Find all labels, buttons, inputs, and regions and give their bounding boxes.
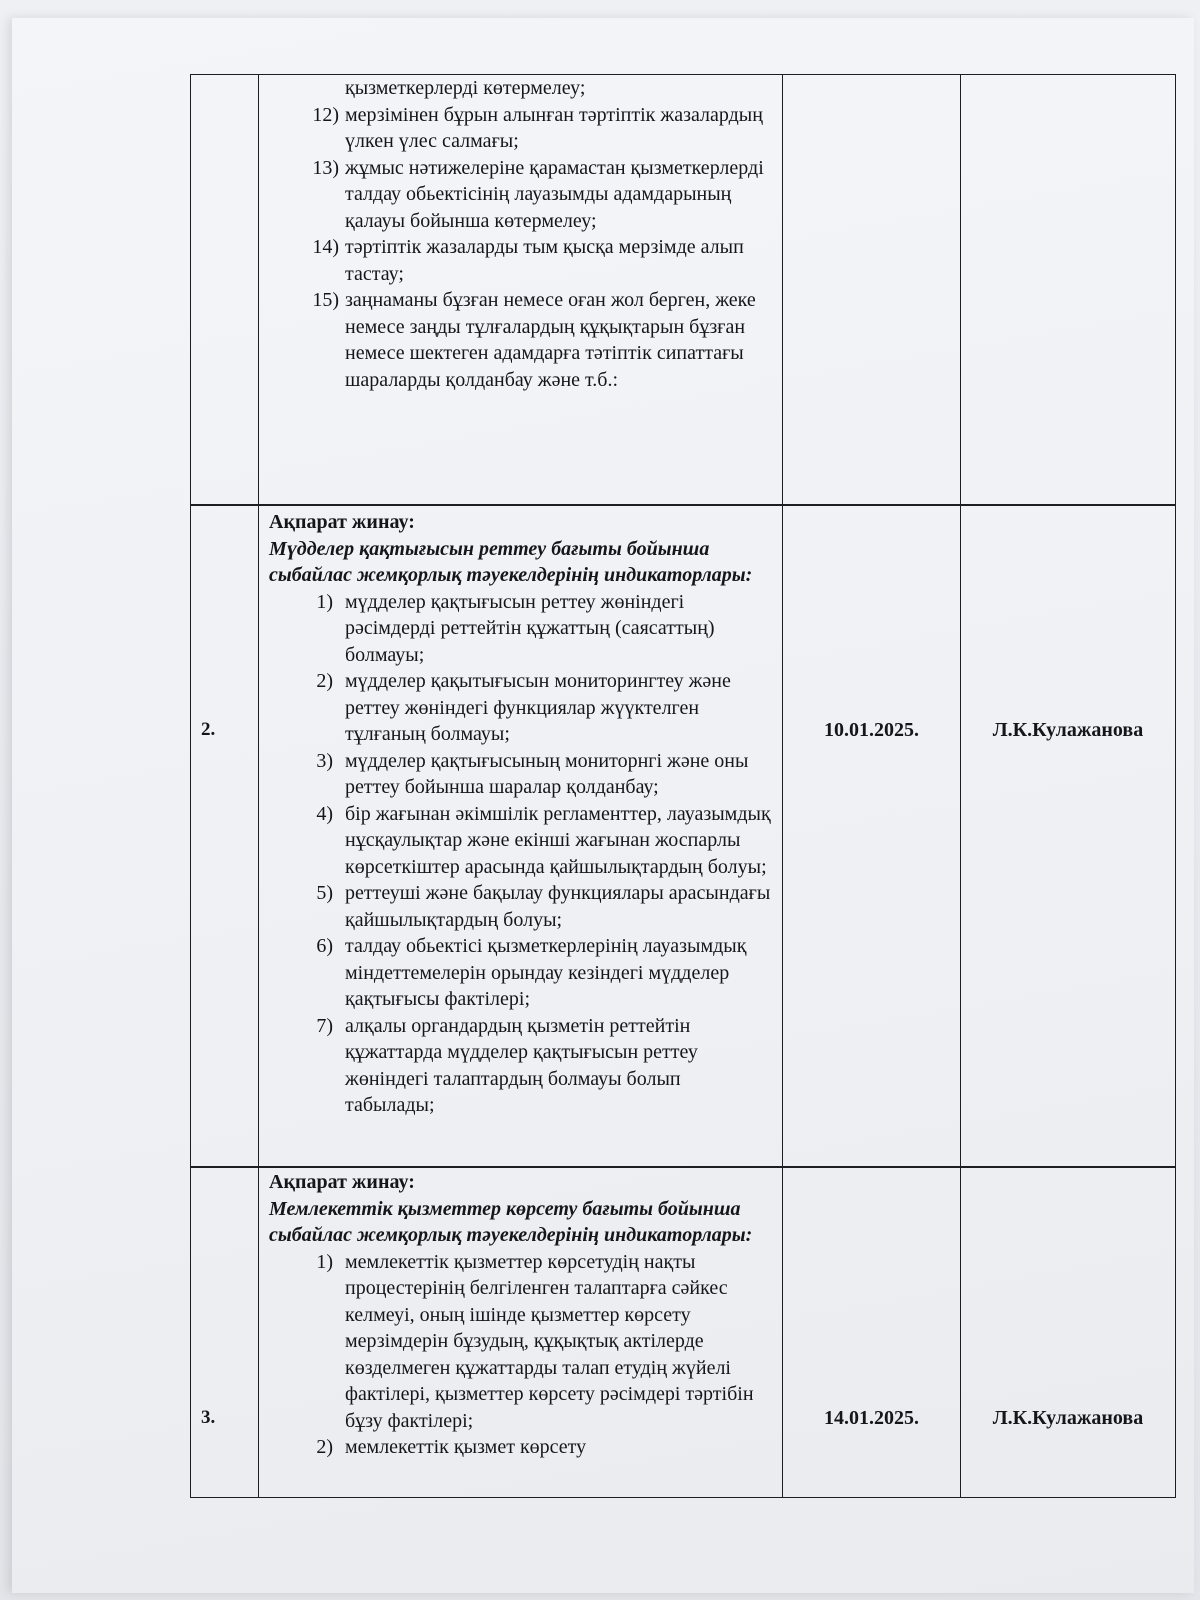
list-item: 7) алқалы органдардың қызметін реттейтін құжаттарда мүдделер қақтығысын реттеу жөніндегі талаптардың болмауы болып табылады; bbox=[316, 1014, 698, 1116]
table-row bbox=[190, 504, 1176, 1168]
list-item: 13) жұмыс нәтижелеріне қарамастан қызметкерлерді талдау обьектісінің лауазымды адамдарының қалауы бойынша көтермелеу; bbox=[312, 156, 764, 232]
row-number: 2. bbox=[201, 719, 216, 740]
list-item: 6) талдау обьектісі қызметкерлерінің лауазымдық міндеттемелерін орындау кезіндегі мүдделер қақтығысы фактілері; bbox=[316, 935, 747, 1010]
list-item: 3) мүдделер қақтығысының мониторнгі және оны реттеу бойынша шаралар қолданбау; bbox=[316, 749, 749, 798]
date-cell bbox=[783, 75, 961, 505]
list-item: 2) мүдделер қақытығысын мониторингтеу және реттеу жөніндегі функциялар жүүктелген тұлғаның болмауы; bbox=[316, 670, 731, 745]
due-date: 14.01.2025. bbox=[824, 1407, 919, 1429]
section-intro: Ақпарат жинау: bbox=[269, 511, 415, 533]
due-date: 10.01.2025. bbox=[824, 719, 919, 741]
list-item: 4) бір жағынан әкімшілік регламенттер, лауазымдық нұсқаулықтар және екінші жағынан жоспарлы көрсеткіштер арасында қайшылықтардың болуы; bbox=[316, 802, 771, 878]
list-item: 5) реттеуші және бақылау функциялары арасындағы қайшылықтардың болуы; bbox=[316, 882, 771, 931]
indicators-cell bbox=[259, 505, 783, 1167]
responsible-cell bbox=[961, 505, 1175, 1167]
section-topic: Мемлекеттік қызметтер көрсету бағыты бойынша сыбайлас жемқорлық тәуекелдерінің индикаторлары: bbox=[269, 1197, 753, 1246]
number-cell bbox=[191, 505, 259, 1167]
list-item: 1) мемлекеттік қызметтер көрсетудің нақты процестерінің белгіленген талаптарға сәйкес келмеуі, оның ішінде қызметтер көрсету мерзімдерін бұзудың, құқықтық актілерде көзделмеген құжаттарды талап етудің жүйелі фактілері, қызметтер көрсету рәсімдері тәртібін бұзу фактілері; bbox=[316, 1250, 754, 1432]
table-row bbox=[190, 74, 1176, 506]
continued-line: қызметкерлерді көтермелеу; bbox=[345, 77, 586, 99]
list-item: 1) мүдделер қақтығысын реттеу жөніндегі рәсімдерді реттейтін құжаттың (саясаттың) болмауы; bbox=[316, 590, 715, 666]
table-row bbox=[190, 1166, 1176, 1498]
date-cell bbox=[783, 505, 961, 1167]
section-intro: Ақпарат жинау: bbox=[269, 1171, 415, 1193]
date-cell bbox=[783, 1167, 961, 1497]
responsible-cell bbox=[961, 1167, 1175, 1497]
row-number: 3. bbox=[201, 1407, 216, 1428]
indicators-cell bbox=[259, 1167, 783, 1497]
responsible-person: Л.К.Кулажанова bbox=[992, 1407, 1144, 1429]
list-item: 15) заңнаманы бұзған немесе оған жол берген, жеке немесе заңды тұлғалардың құқықтарын бұзған немесе шектеген адамдарға тәтіптік сипаттағы шараларды қолданбау және т.б.: bbox=[312, 289, 756, 391]
number-cell bbox=[191, 75, 259, 505]
number-cell bbox=[191, 1167, 259, 1497]
list-item: 2) мемлекеттік қызмет көрсету bbox=[316, 1436, 587, 1458]
responsible-person: Л.К.Кулажанова bbox=[992, 719, 1144, 741]
document-page bbox=[12, 18, 1194, 1593]
list-item: 14) тәртіптік жазаларды тым қысқа мерзімде алып тастау; bbox=[312, 236, 744, 285]
indicators-cell bbox=[259, 75, 783, 505]
list-item: 12) мерзімінен бұрын алынған тәртіптік жазалардың үлкен үлес салмағы; bbox=[312, 103, 763, 152]
responsible-cell bbox=[961, 75, 1175, 505]
section-topic: Мүдделер қақтығысын реттеу бағыты бойынша сыбайлас жемқорлық тәуекелдерінің индикаторлары: bbox=[269, 537, 753, 586]
